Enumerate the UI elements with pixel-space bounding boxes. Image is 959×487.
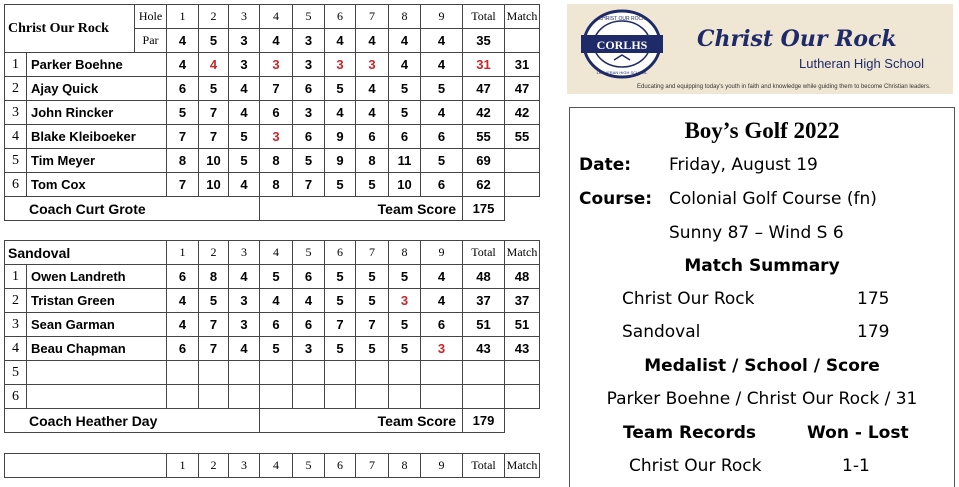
hole-score: 5 (356, 289, 389, 313)
hole-number: 3 (229, 241, 260, 265)
hole-score (199, 361, 229, 385)
medalist-value: Parker Boehne / Christ Our Rock / 31 (606, 389, 918, 409)
hole-score: 4 (229, 337, 260, 361)
hole-number: 7 (356, 454, 389, 478)
hole-score: 4 (293, 289, 325, 313)
hole-score (167, 361, 199, 385)
hole-label: Hole (135, 5, 167, 29)
player-row (5, 173, 540, 197)
hole-score: 5 (325, 289, 356, 313)
hole-score: 5 (325, 77, 356, 101)
hole-score (325, 361, 356, 385)
player-number: 4 (5, 125, 27, 149)
match-summary-heading: Match Summary (684, 256, 840, 276)
hole-score: 5 (325, 337, 356, 361)
hole-score: 3 (356, 53, 389, 77)
logo-school-name: Christ Our Rock (697, 26, 897, 52)
player-total: 62 (463, 173, 505, 197)
hole-number: 8 (389, 5, 421, 29)
hole-score: 4 (229, 101, 260, 125)
par-value: 4 (325, 29, 356, 53)
hole-score: 5 (260, 265, 293, 289)
player-number: 6 (5, 385, 27, 409)
hole-number: 3 (229, 454, 260, 478)
hole-score: 4 (389, 53, 421, 77)
player-name (27, 385, 167, 409)
hole-score: 5 (229, 125, 260, 149)
summary-score: 179 (857, 322, 890, 342)
hole-score: 5 (389, 265, 421, 289)
scorecard-sandoval (4, 240, 540, 433)
player-match: 55 (505, 125, 540, 149)
hole-score: 6 (389, 125, 421, 149)
player-total (463, 361, 505, 385)
hole-score (167, 385, 199, 409)
hole-number: 1 (167, 241, 199, 265)
team-records-heading: Team Records (623, 423, 757, 443)
hole-score: 7 (167, 173, 199, 197)
hole-score: 9 (325, 125, 356, 149)
hole-number: 3 (229, 5, 260, 29)
hole-score (293, 385, 325, 409)
player-name (27, 361, 167, 385)
scorecard-christ-our-rock (4, 4, 540, 221)
hole-score: 5 (389, 77, 421, 101)
hole-score: 5 (293, 149, 325, 173)
team-row (5, 197, 540, 221)
player-name: Ajay Quick (27, 77, 167, 101)
hole-score: 7 (167, 125, 199, 149)
player-number: 2 (5, 77, 27, 101)
date-label: Date: (579, 155, 632, 175)
hole-number: 6 (325, 454, 356, 478)
player-match: 43 (505, 337, 540, 361)
coach-name: Coach Curt Grote (5, 197, 260, 221)
player-number: 6 (5, 173, 27, 197)
hole-score (421, 385, 463, 409)
team-score: 175 (463, 197, 505, 221)
player-name: Blake Kleiboeker (27, 125, 167, 149)
player-match (505, 149, 540, 173)
record-value: 1-1 (842, 456, 870, 476)
player-number: 3 (5, 101, 27, 125)
hole-score (389, 385, 421, 409)
hole-score: 5 (421, 149, 463, 173)
hole-score: 5 (356, 173, 389, 197)
hole-score (356, 361, 389, 385)
hole-score: 3 (260, 125, 293, 149)
hole-score: 11 (389, 149, 421, 173)
player-match: 42 (505, 101, 540, 125)
hole-score: 6 (260, 101, 293, 125)
player-total: 31 (463, 53, 505, 77)
page-title: Boy’s Golf 2022 (684, 118, 840, 143)
hole-score: 5 (199, 289, 229, 313)
player-total: 37 (463, 289, 505, 313)
hole-score: 3 (229, 313, 260, 337)
hole-score: 5 (389, 337, 421, 361)
hole-score (325, 385, 356, 409)
player-number: 1 (5, 265, 27, 289)
player-number: 4 (5, 337, 27, 361)
hole-score: 10 (199, 173, 229, 197)
hole-score: 4 (260, 289, 293, 313)
hole-score: 6 (421, 313, 463, 337)
hole-score: 5 (325, 173, 356, 197)
par-value: 4 (356, 29, 389, 53)
hole-score: 7 (260, 77, 293, 101)
hole-score: 3 (389, 289, 421, 313)
team-score-label: Team Score (260, 197, 463, 221)
player-total: 48 (463, 265, 505, 289)
hole-number: 9 (421, 241, 463, 265)
player-total: 55 (463, 125, 505, 149)
hole-score: 10 (199, 149, 229, 173)
hole-score: 4 (356, 77, 389, 101)
hole-number: 6 (325, 5, 356, 29)
won-lost-heading: Won - Lost (807, 423, 909, 443)
player-total: 47 (463, 77, 505, 101)
player-row (5, 125, 540, 149)
hole-score: 8 (260, 173, 293, 197)
hole-score: 3 (325, 53, 356, 77)
total-header: Total (463, 241, 505, 265)
summary-school: Sandoval (622, 322, 701, 342)
player-row (5, 289, 540, 313)
seal-ring-bottom: LUTHERAN HIGH SCHOOL (596, 70, 648, 75)
hole-score: 5 (167, 101, 199, 125)
player-total: 43 (463, 337, 505, 361)
player-total (463, 385, 505, 409)
hole-score: 7 (199, 101, 229, 125)
match-header: Match (505, 5, 540, 29)
player-name: Beau Chapman (27, 337, 167, 361)
hole-number: 8 (389, 454, 421, 478)
school-name: Christ Our Rock (5, 5, 135, 53)
hole-number: 2 (199, 241, 229, 265)
par-value: 4 (167, 29, 199, 53)
player-name: John Rincker (27, 101, 167, 125)
hole-score (260, 361, 293, 385)
par-value: 4 (421, 29, 463, 53)
hole-score: 5 (260, 337, 293, 361)
hole-score: 6 (356, 125, 389, 149)
seal-ring-top: CHRIST OUR ROCK (598, 16, 646, 22)
hole-score: 6 (293, 125, 325, 149)
empty-cell (505, 29, 540, 53)
hole-number: 1 (167, 5, 199, 29)
player-row (5, 385, 540, 409)
hole-score: 6 (260, 313, 293, 337)
player-row (5, 361, 540, 385)
player-name: Tristan Green (27, 289, 167, 313)
hole-score: 9 (325, 149, 356, 173)
match-header: Match (505, 454, 540, 478)
player-total: 69 (463, 149, 505, 173)
player-row (5, 313, 540, 337)
hole-number: 2 (199, 5, 229, 29)
hole-score: 4 (167, 53, 199, 77)
logo-school-subname: Lutheran High School (799, 56, 925, 71)
hole-score: 4 (421, 265, 463, 289)
player-row (5, 337, 540, 361)
hole-score: 3 (293, 53, 325, 77)
hole-score: 6 (293, 265, 325, 289)
hole-number: 5 (293, 454, 325, 478)
hole-score: 3 (229, 289, 260, 313)
hole-score: 4 (199, 53, 229, 77)
hole-score: 5 (389, 101, 421, 125)
hole-score: 3 (293, 101, 325, 125)
hole-score: 4 (421, 53, 463, 77)
hole-number: 5 (293, 241, 325, 265)
hole-score: 8 (199, 265, 229, 289)
player-match (505, 173, 540, 197)
school-name: Sandoval (5, 241, 167, 265)
hole-score: 3 (229, 53, 260, 77)
hole-score: 5 (229, 149, 260, 173)
player-row (5, 77, 540, 101)
player-name: Parker Boehne (27, 53, 167, 77)
coach-name: Coach Heather Day (5, 409, 260, 433)
hole-score: 3 (260, 53, 293, 77)
match-header: Match (505, 241, 540, 265)
player-total: 51 (463, 313, 505, 337)
player-number: 3 (5, 313, 27, 337)
player-row (5, 53, 540, 77)
par-value: 4 (260, 29, 293, 53)
hole-number: 4 (260, 454, 293, 478)
player-match (505, 385, 540, 409)
hole-score (389, 361, 421, 385)
hole-score (199, 385, 229, 409)
logo-tagline: Educating and equipping today's youth in faith and knowledge while guiding them to become Christian leaders. (637, 84, 931, 90)
player-row (5, 101, 540, 125)
hole-score: 4 (356, 101, 389, 125)
match-info-panel (569, 107, 955, 487)
hole-number: 2 (199, 454, 229, 478)
hole-number: 9 (421, 454, 463, 478)
medalist-heading: Medalist / School / Score (644, 356, 880, 376)
par-total: 35 (463, 29, 505, 53)
total-header: Total (463, 5, 505, 29)
player-match: 48 (505, 265, 540, 289)
hole-number: 9 (421, 5, 463, 29)
course-value: Colonial Golf Course (fn) (669, 189, 877, 209)
player-number: 5 (5, 149, 27, 173)
hole-score: 8 (356, 149, 389, 173)
course-label: Course: (579, 189, 653, 209)
team-score-label: Team Score (260, 409, 463, 433)
hole-score: 4 (167, 313, 199, 337)
par-value: 4 (389, 29, 421, 53)
hole-score: 7 (199, 337, 229, 361)
hole-score: 4 (421, 289, 463, 313)
hole-number: 4 (260, 241, 293, 265)
hole-score: 6 (421, 125, 463, 149)
par-value: 3 (229, 29, 260, 53)
player-match (505, 361, 540, 385)
player-number: 2 (5, 289, 27, 313)
school-name (5, 454, 167, 478)
par-value: 3 (293, 29, 325, 53)
hole-score: 7 (199, 313, 229, 337)
hole-score: 5 (199, 77, 229, 101)
hole-number: 8 (389, 241, 421, 265)
hole-score: 7 (199, 125, 229, 149)
hole-score: 6 (421, 173, 463, 197)
hole-score: 6 (167, 337, 199, 361)
player-row (5, 149, 540, 173)
player-match: 51 (505, 313, 540, 337)
hole-score: 4 (167, 289, 199, 313)
player-match: 37 (505, 289, 540, 313)
hole-score: 8 (167, 149, 199, 173)
hole-score: 5 (356, 337, 389, 361)
player-match: 47 (505, 77, 540, 101)
hole-score: 4 (229, 265, 260, 289)
hole-score (229, 361, 260, 385)
par-value: 5 (199, 29, 229, 53)
hole-score: 6 (167, 265, 199, 289)
hole-number: 1 (167, 454, 199, 478)
hole-score: 4 (229, 77, 260, 101)
hole-score: 7 (325, 313, 356, 337)
hole-score: 4 (421, 101, 463, 125)
player-name: Tim Meyer (27, 149, 167, 173)
hole-number: 7 (356, 241, 389, 265)
team-score: 179 (463, 409, 505, 433)
hole-score: 7 (356, 313, 389, 337)
par-label: Par (135, 29, 167, 53)
team-row (5, 409, 540, 433)
hole-score: 6 (167, 77, 199, 101)
hole-score (293, 361, 325, 385)
school-logo-banner (567, 4, 953, 94)
hole-score (229, 385, 260, 409)
hole-score: 5 (325, 265, 356, 289)
player-name: Tom Cox (27, 173, 167, 197)
hole-number: 5 (293, 5, 325, 29)
hole-score: 5 (389, 313, 421, 337)
scorecard-third (4, 453, 540, 478)
hole-score: 3 (293, 337, 325, 361)
hole-number: 4 (260, 5, 293, 29)
player-total: 42 (463, 101, 505, 125)
hole-score: 6 (293, 77, 325, 101)
hole-score: 5 (356, 265, 389, 289)
hole-score: 3 (421, 337, 463, 361)
hole-number: 7 (356, 5, 389, 29)
hole-score: 4 (325, 101, 356, 125)
player-row (5, 265, 540, 289)
player-name: Owen Landreth (27, 265, 167, 289)
hole-score (356, 385, 389, 409)
weather-value: Sunny 87 – Wind S 6 (669, 223, 844, 243)
hole-score: 6 (293, 313, 325, 337)
player-name: Sean Garman (27, 313, 167, 337)
hole-score (421, 361, 463, 385)
hole-number: 6 (325, 241, 356, 265)
hole-score: 8 (260, 149, 293, 173)
record-school: Christ Our Rock (629, 456, 762, 476)
player-match: 31 (505, 53, 540, 77)
total-header: Total (463, 454, 505, 478)
hole-score: 5 (421, 77, 463, 101)
hole-score: 7 (293, 173, 325, 197)
summary-score: 175 (857, 289, 890, 309)
summary-school: Christ Our Rock (622, 289, 755, 309)
school-seal-icon (581, 8, 663, 80)
hole-score (260, 385, 293, 409)
seal-text: CORLHS (596, 38, 648, 52)
hole-score: 4 (229, 173, 260, 197)
hole-score: 10 (389, 173, 421, 197)
player-number: 1 (5, 53, 27, 77)
player-number: 5 (5, 361, 27, 385)
date-value: Friday, August 19 (669, 155, 818, 175)
